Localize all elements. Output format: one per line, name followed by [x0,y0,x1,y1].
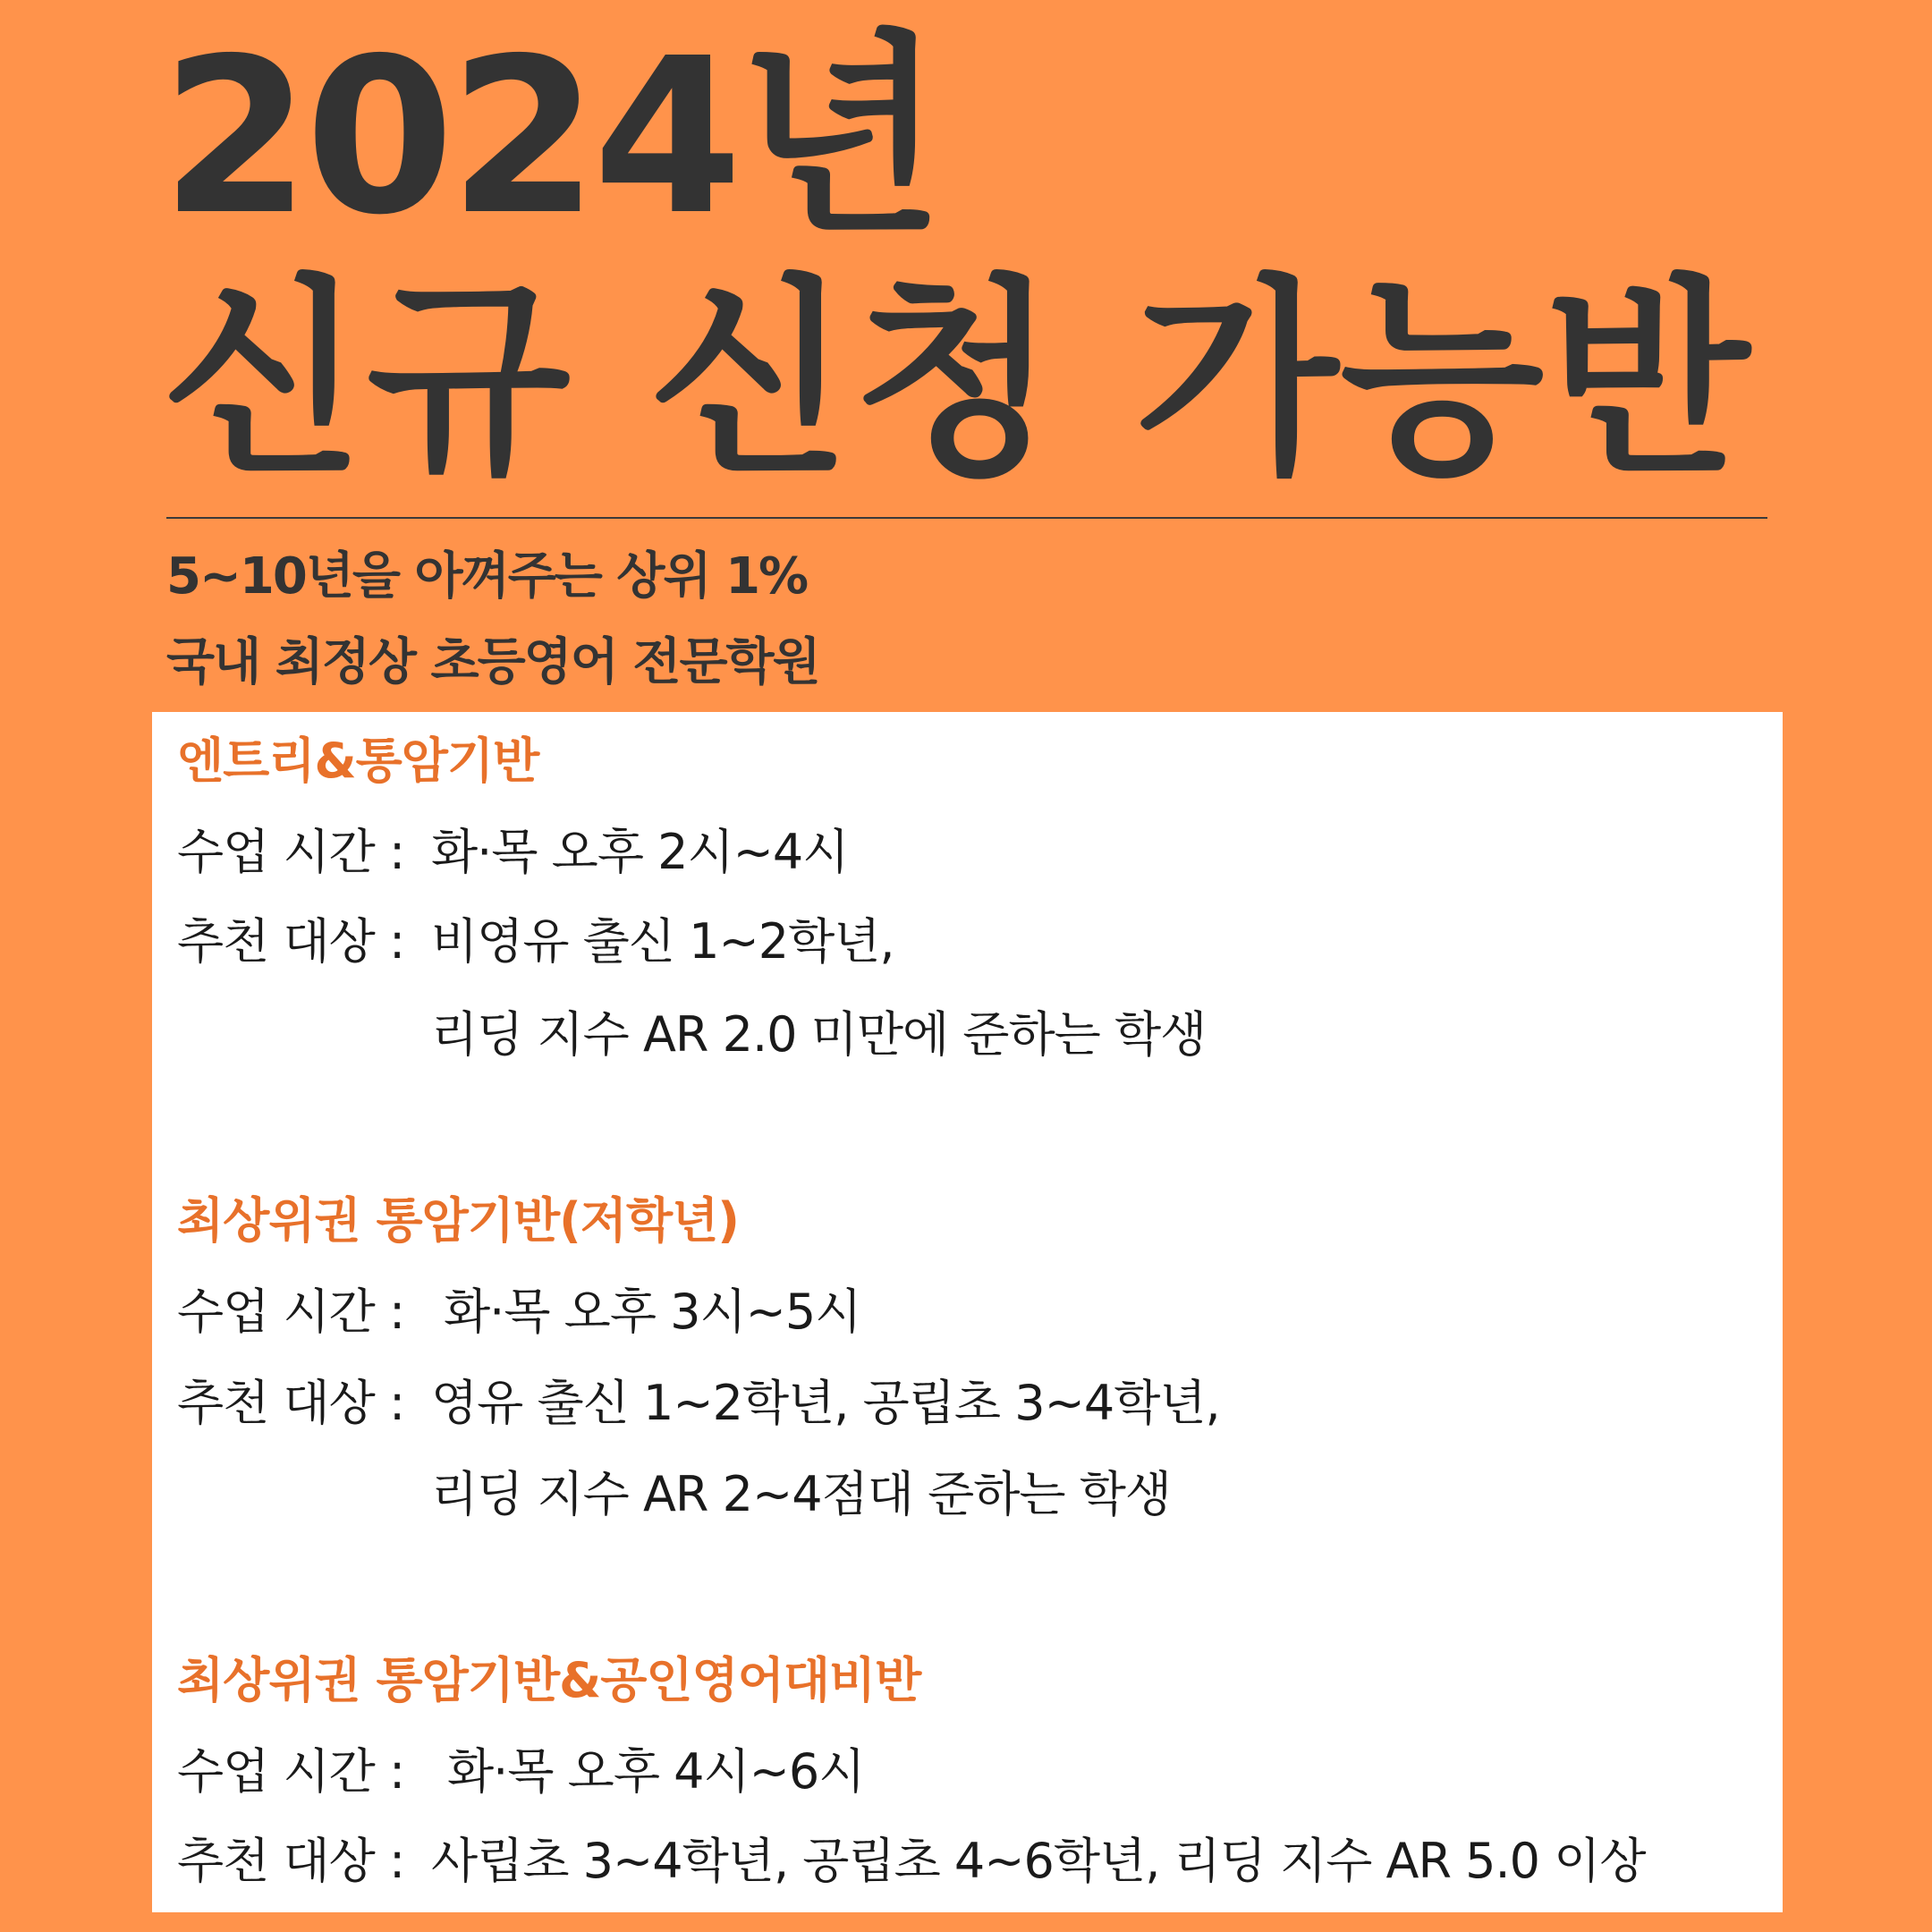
section-2-target [177,1372,1220,1435]
divider-line [166,517,1767,519]
section-2-time [177,1281,860,1343]
section-3-target-label: 추천 대상 : [177,1833,405,1889]
section-3-time [177,1741,864,1803]
headline-year: 2024년 [161,12,939,262]
class-info-panel [152,712,1783,1912]
section-2-time-value: 화·목 오후 3시~5시 [444,1284,861,1340]
section-3-time-label: 수업 시간 : [177,1743,405,1800]
section-2-target-label: 추천 대상 : [177,1375,405,1431]
section-1-target-line-1: 비영유 출신 1~2학년, [431,913,894,970]
section-3-time-value: 화·목 오후 4시~6시 [447,1743,865,1800]
section-1-target-label: 추천 대상 : [177,913,405,970]
section-2-target-line-1: 영유 출신 1~2학년, 공립초 3~4학년, [431,1375,1220,1431]
section-2-title: 최상위권 통암기반(저학년) [177,1192,739,1249]
section-1-time [177,821,848,884]
subtitle-line-2: 국내 최정상 초등영어 전문학원 [166,633,819,691]
section-1-time-value: 화·목 오후 2시~4시 [431,824,849,880]
section-3-title: 최상위권 통암기반&공인영어대비반 [177,1652,921,1708]
section-1-target-line-2: 리딩 지수 AR 2.0 미만에 준하는 학생 [431,1006,1207,1063]
section-2-time-label: 수업 시간 : [177,1284,405,1340]
section-1-time-label: 수업 시간 : [177,824,405,880]
section-1-title: 엔트리&통암기반 [177,733,539,789]
section-3-target-line-1: 사립초 3~4학년, 공립초 4~6학년, 리딩 지수 AR 5.0 이상 [431,1833,1646,1889]
section-1-target [177,911,894,973]
headline-title: 신규 신청 가능반 [161,257,1752,503]
section-3-target [177,1830,1646,1893]
section-2-target-line-2: 리딩 지수 AR 2~4점대 준하는 학생 [431,1466,1172,1522]
subtitle-line-1: 5~10년을 아껴주는 상위 1% [166,547,808,606]
